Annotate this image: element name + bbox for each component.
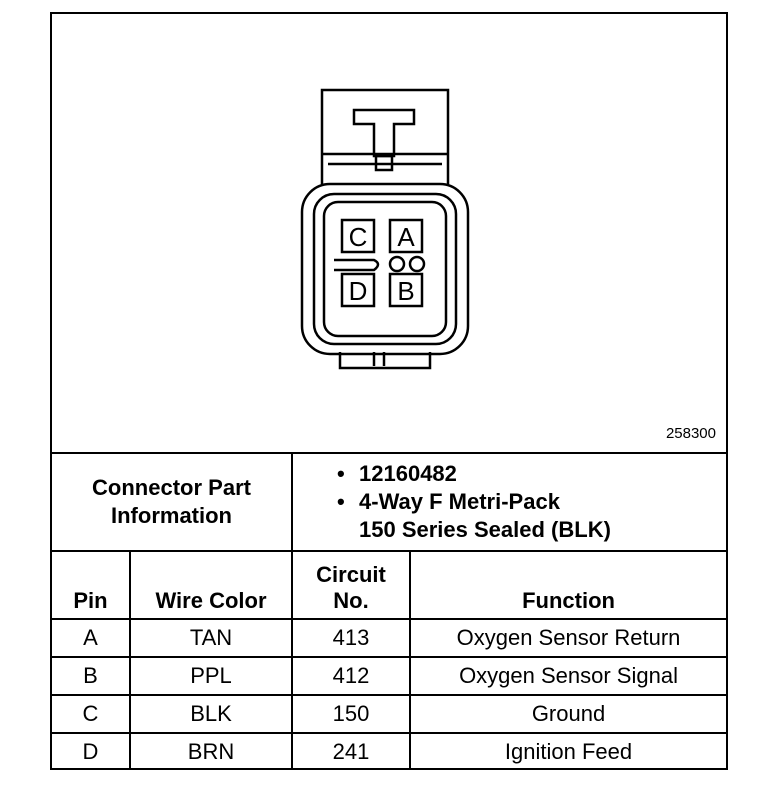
cell-function: Oxygen Sensor Signal	[410, 657, 726, 695]
latch-housing	[322, 90, 448, 186]
header-wire-color: Wire Color	[130, 551, 292, 619]
connector-sheet	[50, 12, 728, 770]
vent-circle	[410, 257, 424, 271]
table-row	[52, 733, 726, 770]
cell-pin: B	[52, 657, 130, 695]
connector-type: 4-Way F Metri-Pack	[359, 489, 560, 514]
cell-pin: D	[52, 733, 130, 770]
header-circuit-line: No.	[333, 588, 369, 613]
cavity-label: B	[397, 276, 415, 306]
table-row	[52, 657, 726, 695]
cell-function: Ground	[410, 695, 726, 733]
cell-wire-color: BLK	[130, 695, 292, 733]
cell-circuit: 412	[292, 657, 410, 695]
cavity-label: C	[348, 222, 368, 252]
header-row	[52, 551, 726, 619]
info-bullet: • 12160482	[337, 461, 457, 486]
cavity-label: D	[348, 276, 368, 306]
vent-circle	[390, 257, 404, 271]
info-label-line: Information	[111, 503, 232, 528]
table-row	[52, 619, 726, 657]
header-circuit	[292, 551, 410, 619]
table-row	[52, 695, 726, 733]
info-row	[52, 453, 726, 551]
cell-circuit: 241	[292, 733, 410, 770]
header-pin: Pin	[52, 551, 130, 619]
connector-table	[52, 452, 726, 770]
info-bullet: • 4-Way F Metri-Pack	[337, 489, 560, 514]
cell-pin: C	[52, 695, 130, 733]
info-label	[52, 453, 292, 551]
part-number: 12160482	[359, 461, 457, 486]
cavity-label: A	[397, 222, 415, 252]
header-function: Function	[410, 551, 726, 619]
cell-function: Oxygen Sensor Return	[410, 619, 726, 657]
connector-diagram	[52, 14, 726, 452]
connector-type-continuation: 150 Series Sealed (BLK)	[359, 517, 611, 542]
figure-id: 258300	[665, 425, 716, 442]
cell-wire-color: PPL	[130, 657, 292, 695]
cell-circuit: 150	[292, 695, 410, 733]
cell-wire-color: TAN	[130, 619, 292, 657]
cell-circuit: 413	[292, 619, 410, 657]
cell-function: Ignition Feed	[410, 733, 726, 770]
t-latch	[354, 110, 414, 156]
info-values	[292, 453, 726, 551]
cell-pin: A	[52, 619, 130, 657]
cell-wire-color: BRN	[130, 733, 292, 770]
info-label-line: Connector Part	[92, 475, 251, 500]
header-circuit-line: Circuit	[316, 562, 386, 587]
